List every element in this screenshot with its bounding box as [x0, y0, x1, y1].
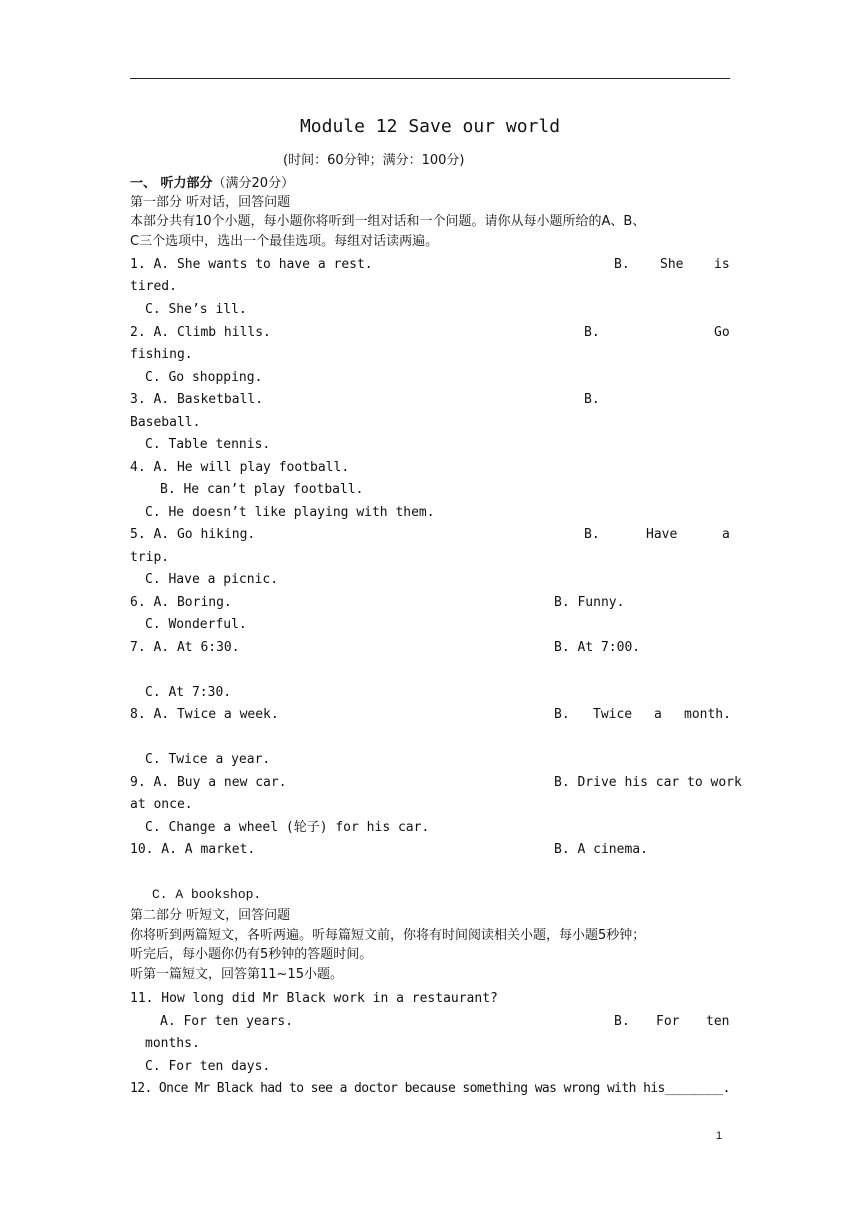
q8-option-b-word1: Twice: [593, 707, 633, 722]
q11-option-b-letter: B.: [614, 1014, 630, 1029]
section-heading: [130, 176, 294, 192]
section-heading-label: 一、 听力部分: [130, 176, 213, 191]
q4-option-c: C. He doesn’t like playing with them.: [145, 505, 435, 520]
q11-option-b-word3: months.: [145, 1036, 200, 1051]
q5-option-c: C. Have a picnic.: [145, 572, 279, 587]
q9-option-b: B. Drive his car to work: [554, 775, 742, 790]
q8-option-b-word3: month.: [684, 707, 731, 722]
q11-option-a: A. For ten years.: [160, 1014, 294, 1029]
q2-option-c: C. Go shopping.: [145, 370, 263, 385]
q6-option-b: B. Funny.: [554, 595, 625, 610]
q3-option-b-word: Baseball.: [130, 415, 201, 430]
part2-instruction-line1: 你将听到两篇短文，各听两遍。听每篇短文前，你将有时间阅读相关小题，每小题5秒钟；: [130, 928, 646, 943]
q11-option-c: C. For ten days.: [145, 1059, 271, 1074]
q2-option-a: 2. A. Climb hills.: [130, 325, 271, 340]
q5-option-b-word1: Have: [646, 527, 678, 542]
q5-option-b-word3: trip.: [130, 550, 170, 565]
part2-passage-instruction: 听第一篇短文，回答第11~15小题。: [130, 967, 343, 982]
q10-option-c: C. A bookshop.: [152, 887, 262, 902]
q11-option-b-word2: ten: [706, 1014, 730, 1029]
q10-option-b: B. A cinema.: [554, 842, 648, 857]
q1-option-c: C. She’s ill.: [145, 302, 247, 317]
q6-option-c: C. Wonderful.: [145, 617, 247, 632]
q6-option-a: 6. A. Boring.: [130, 595, 232, 610]
q2-option-b-word2: fishing.: [130, 347, 193, 362]
q7-option-b: B. At 7:00.: [554, 640, 641, 655]
q1-option-a: 1. A. She wants to have a rest.: [130, 257, 373, 272]
q11-stem: 11. How long did Mr Black work in a restaurant?: [130, 991, 498, 1006]
q1-option-b-word1: She: [660, 257, 684, 272]
q8-option-a: 8. A. Twice a week.: [130, 707, 279, 722]
q1-option-b-word3: tired.: [130, 279, 177, 294]
q12-stem: 12. Once Mr Black had to see a doctor because something was wrong with his________.: [130, 1081, 730, 1096]
header-rule: [130, 78, 730, 79]
q2-option-b-letter: B.: [584, 325, 600, 340]
part1-title: 第一部分 听对话，回答问题: [130, 195, 291, 210]
part2-instruction-line2: 听完后，每小题你仍有5秒钟的答题时间。: [130, 947, 373, 962]
part1-instruction-line2: C三个选项中，选出一个最佳选项。每组对话读两遍。: [130, 234, 439, 249]
part1-instruction-line1: 本部分共有10个小题，每小题你将听到一组对话和一个问题。请你从每小题所给的A、B、: [130, 214, 646, 229]
section-heading-note: （满分20分）: [212, 176, 295, 191]
page-title: Module 12 Save our world: [299, 116, 561, 137]
q4-option-b: B. He can’t play football.: [160, 482, 364, 497]
q5-option-b-word2: a: [722, 527, 730, 542]
part2-title: 第二部分 听短文，回答问题: [130, 908, 291, 923]
q5-option-a: 5. A. Go hiking.: [130, 527, 256, 542]
q3-option-c: C. Table tennis.: [145, 437, 271, 452]
q1-option-b-letter: B.: [614, 257, 630, 272]
q7-option-a: 7. A. At 6:30.: [130, 640, 240, 655]
q2-option-b-word1: Go: [714, 325, 730, 340]
q3-option-b-letter: B.: [584, 392, 600, 407]
q3-option-a: 3. A. Basketball.: [130, 392, 264, 407]
q9-option-b-continued: at once.: [130, 797, 193, 812]
q9-option-c: C. Change a wheel (轮子) for his car.: [145, 820, 430, 835]
q10-option-a: 10. A. A market.: [130, 842, 256, 857]
q4-option-a: 4. A. He will play football.: [130, 460, 350, 475]
exam-info: (时间：60分钟；满分：100分): [283, 153, 465, 168]
q9-option-a: 9. A. Buy a new car.: [130, 775, 287, 790]
q8-option-b-letter: B.: [554, 707, 570, 722]
q8-option-c: C. Twice a year.: [145, 752, 271, 767]
q7-option-c: C. At 7:30.: [145, 685, 232, 700]
q11-option-b-word1: For: [656, 1014, 680, 1029]
page-number: 1: [716, 1130, 723, 1142]
q8-option-b-word2: a: [654, 707, 662, 722]
q1-option-b-word2: is: [714, 257, 730, 272]
q5-option-b-letter: B.: [584, 527, 600, 542]
